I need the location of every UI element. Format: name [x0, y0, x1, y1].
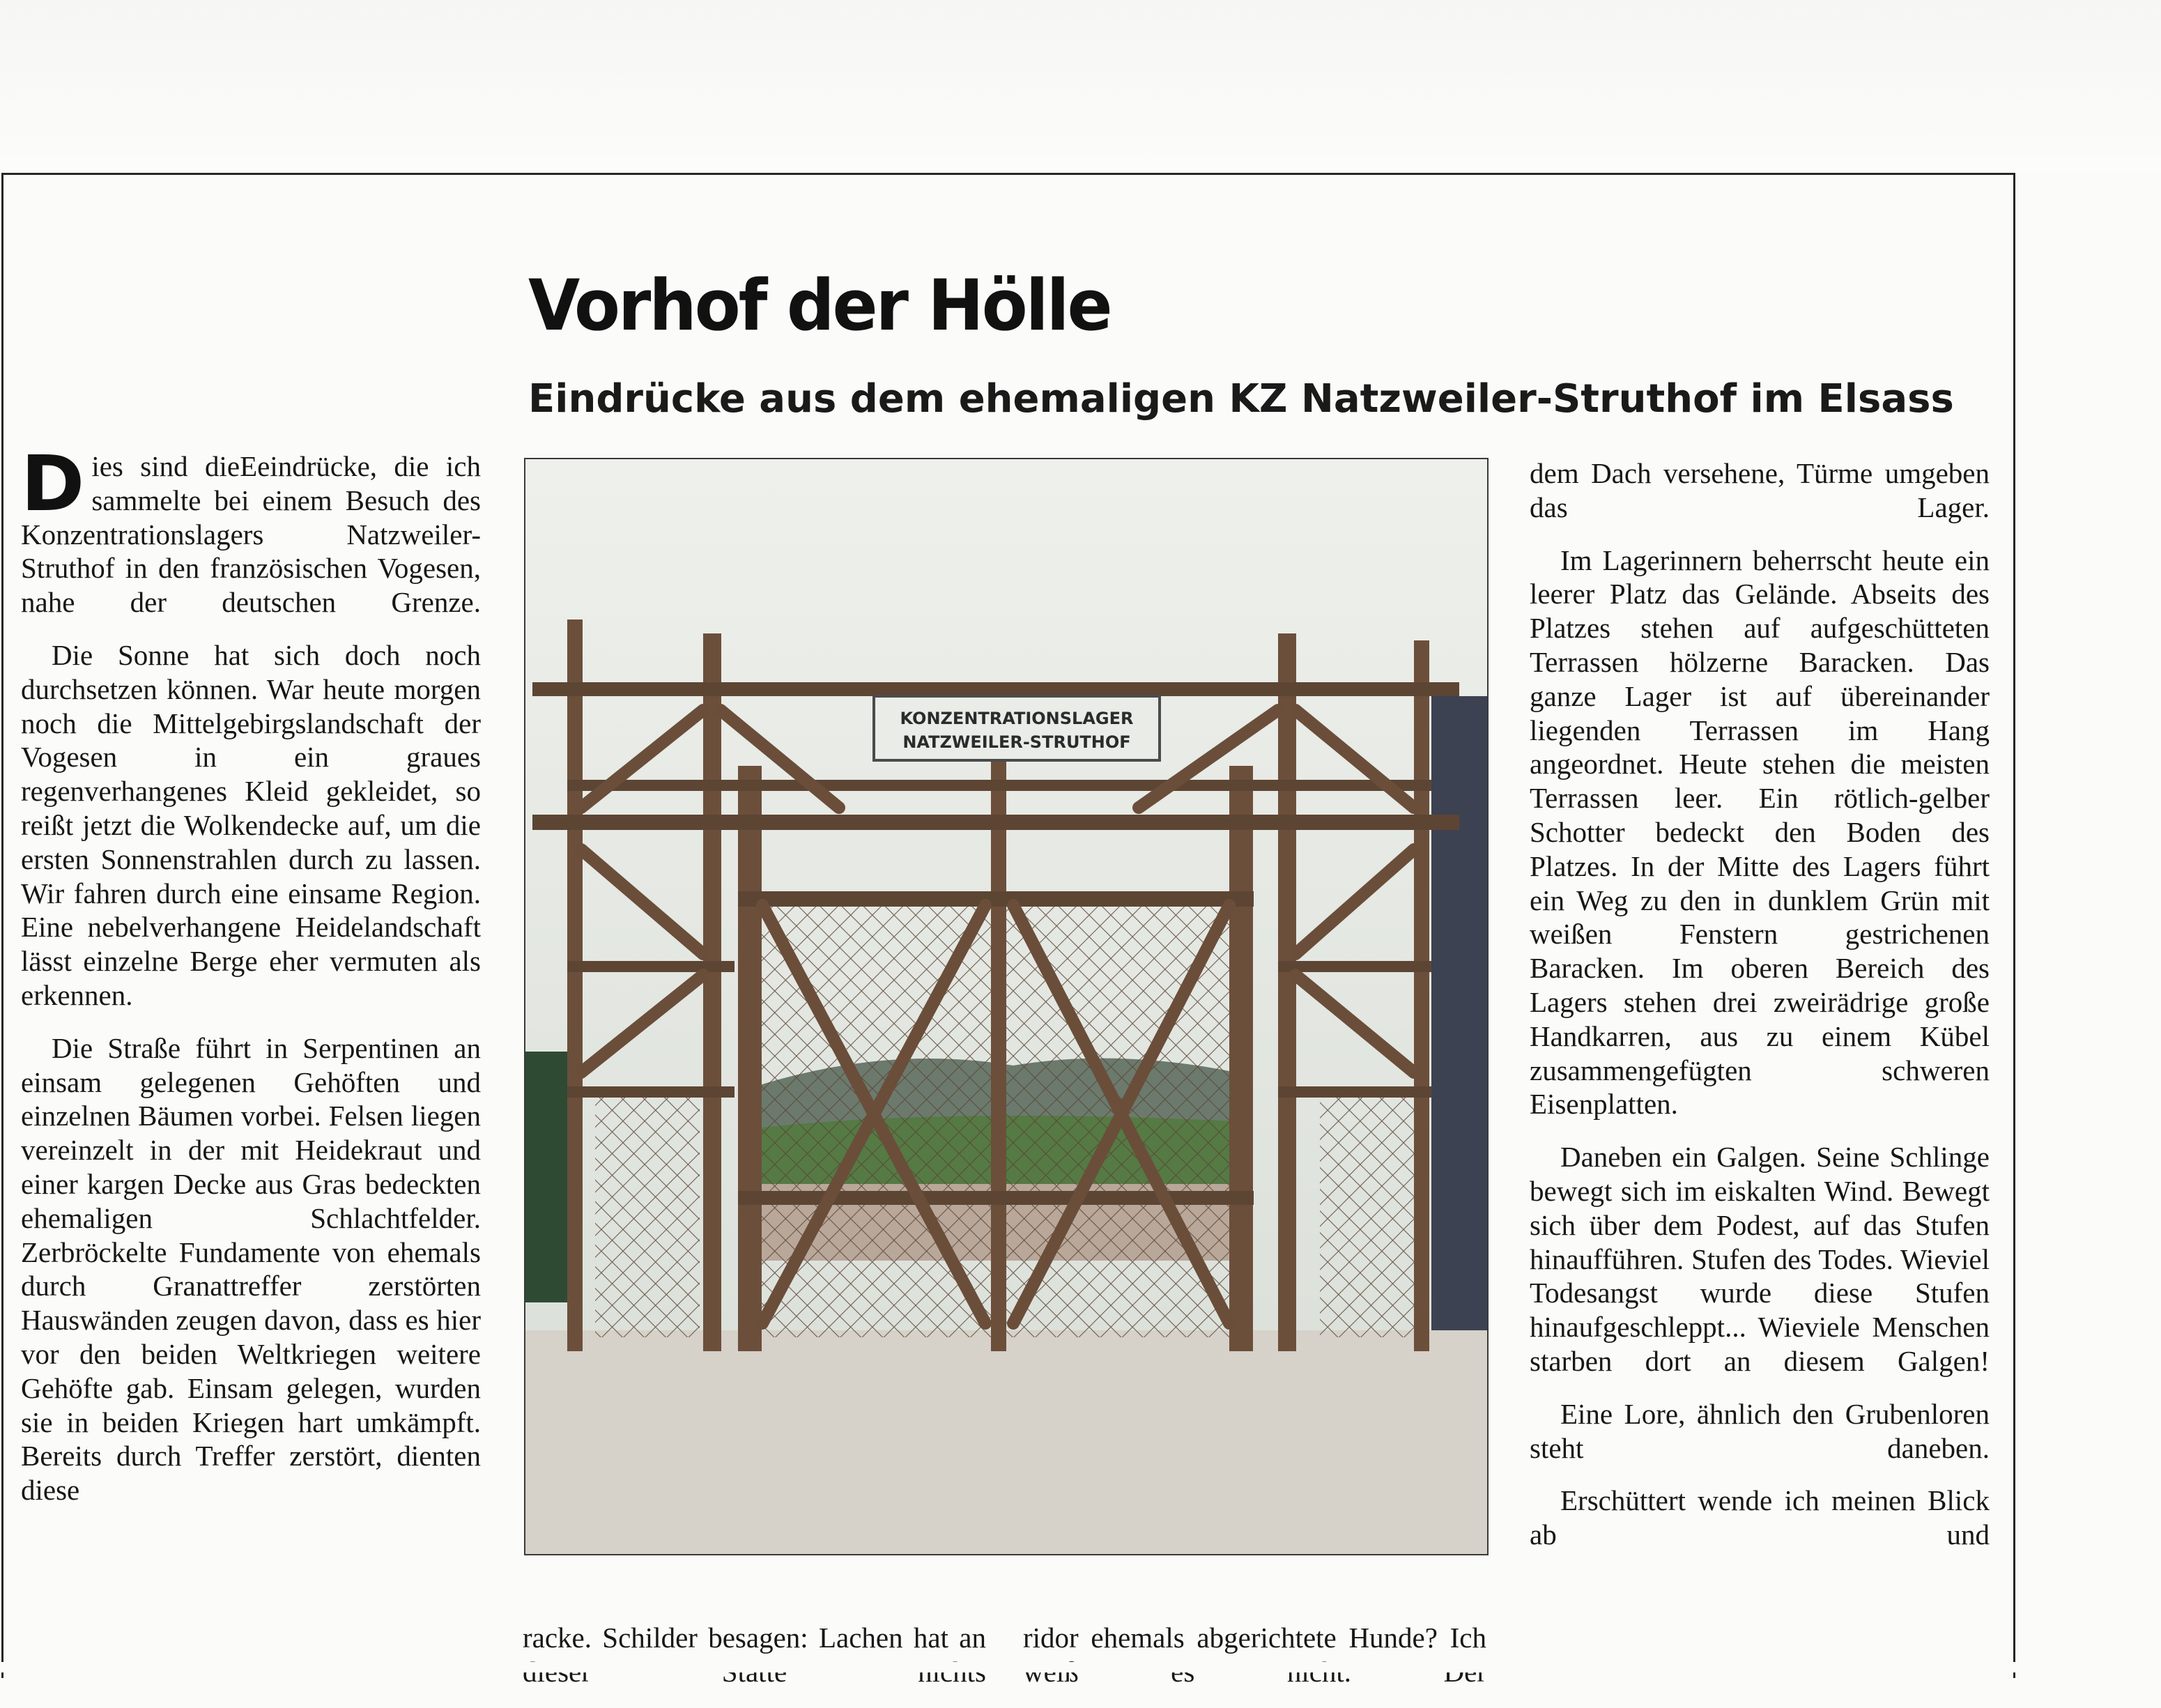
middle-column-1-text: racke. Schilder besagen: Lachen hat an	[523, 1622, 986, 1654]
left-paragraph-3: Die Straße führt in Serpentinen an einsam gelegenen Gehöften und einzelnen Bäumen vorbei. Felsen liegen vereinzelt in der mit Heidekraut und einer kargen Decke aus Gras bedeckten ehemaligen Schlachtfelder. Zerbröckelte Fundamente von ehemals durch Granattreffer zerstörten Hauswänden zeugen davon, dass es hier vor den beiden Weltkriegen weitere Gehöfte gab. Einsam gelegen, wurden sie in beiden Kriegen hart umkämpft. Bereits durch Treffer zerstört, dienten diese	[21, 1031, 481, 1507]
left-paragraph-1	[21, 439, 481, 620]
right-paragraph-2: Im Lagerinnern beherrscht heute ein leerer Platz das Gelände. Abseits des Platzes stehen auf aufgeschütteten Terrassen hölzerne Baracken. Das ganze Lager ist auf übereinander liegenden Terrassen im Hang angeordnet. Heute stehen die meisten Terrassen leer. Ein rötlich-gelber Schotter bedeckt den Boden des Platzes. In der Mitte des Lagers führt ein Weg zu den in dunklem Grün mit weißen Fenstern gestrichenen Baracken. Im oberen Bereich des Lagers stehen drei zweirädrige große Handkarren, aus zu einem Kübel zusammengefügten schweren Eisenplatten.	[1530, 544, 1990, 1121]
sign-line-2: NATZWEILER-STRUTHOF	[902, 732, 1131, 752]
right-paragraph-3: Daneben ein Galgen. Seine Schlinge bewegt sich im eiskalten Wind. Bewegt sich über dem Podest, auf das Stufen hinaufführen. Stufen des Todes. Wieviel Todesangst wurde diese Stufen hinaufgeschleppt... Wieviele Menschen starben dort an diesem Galgen!	[1530, 1141, 1990, 1377]
left-paragraph-2: Die Sonne hat sich doch noch durchsetzen können. War heute morgen noch die Mittelgebirgslandschaft der Vogesen in ein graues regenverhangenes Kleid gekleidet, so reißt jetzt die Wolkendecke auf, um die ersten Sonnenstrahlen durch zu lassen. Wir fahren durch eine einsame Region. Eine nebelverhangene Heidelandschaft lässt einzelne Berge eher vermuten als erkennen.	[21, 638, 481, 1011]
article-subheadline: Eindrücke aus dem ehemaligen KZ Natzweiler-Struthof im Elsass	[528, 376, 1954, 422]
middle-column-2-text: ridor ehemals abgerichtete Hunde? Ich	[1023, 1622, 1486, 1654]
foreground-road	[525, 1330, 1487, 1554]
page-cut-edge	[0, 1662, 2161, 1672]
right-paragraph-1: dem Dach versehene, Türme umgeben das Lager.	[1530, 457, 1990, 523]
right-door-mesh	[1320, 1086, 1424, 1337]
right-paragraph-4: Eine Lore, ähnlich den Grubenloren steht daneben.	[1530, 1397, 1990, 1464]
right-column	[1530, 456, 1990, 1571]
left-trees	[525, 1052, 567, 1302]
watchtower-wall	[1431, 696, 1487, 1337]
camp-sign	[874, 696, 1160, 760]
sign-line-1: KONZENTRATIONSLAGER	[900, 709, 1134, 728]
gate-illustration	[525, 459, 1487, 1554]
left-door-mesh	[595, 1086, 700, 1337]
scan-bleed-area	[0, 0, 2161, 173]
left-column	[21, 439, 481, 1526]
dropcap: D	[21, 439, 85, 528]
left-paragraph-1-text: ies sind dieEeindrücke, die ich sammelte bei einem Besuch des Konzentrationslagers Natzweiler-Struthof in den französischen Vogesen, nahe der deutschen Grenze.	[21, 450, 481, 619]
camp-gate-photo	[524, 458, 1489, 1555]
right-paragraph-5: Erschüttert wende ich meinen Blick ab und	[1530, 1484, 1990, 1551]
article-headline: Vorhof der Hölle	[528, 264, 1111, 347]
